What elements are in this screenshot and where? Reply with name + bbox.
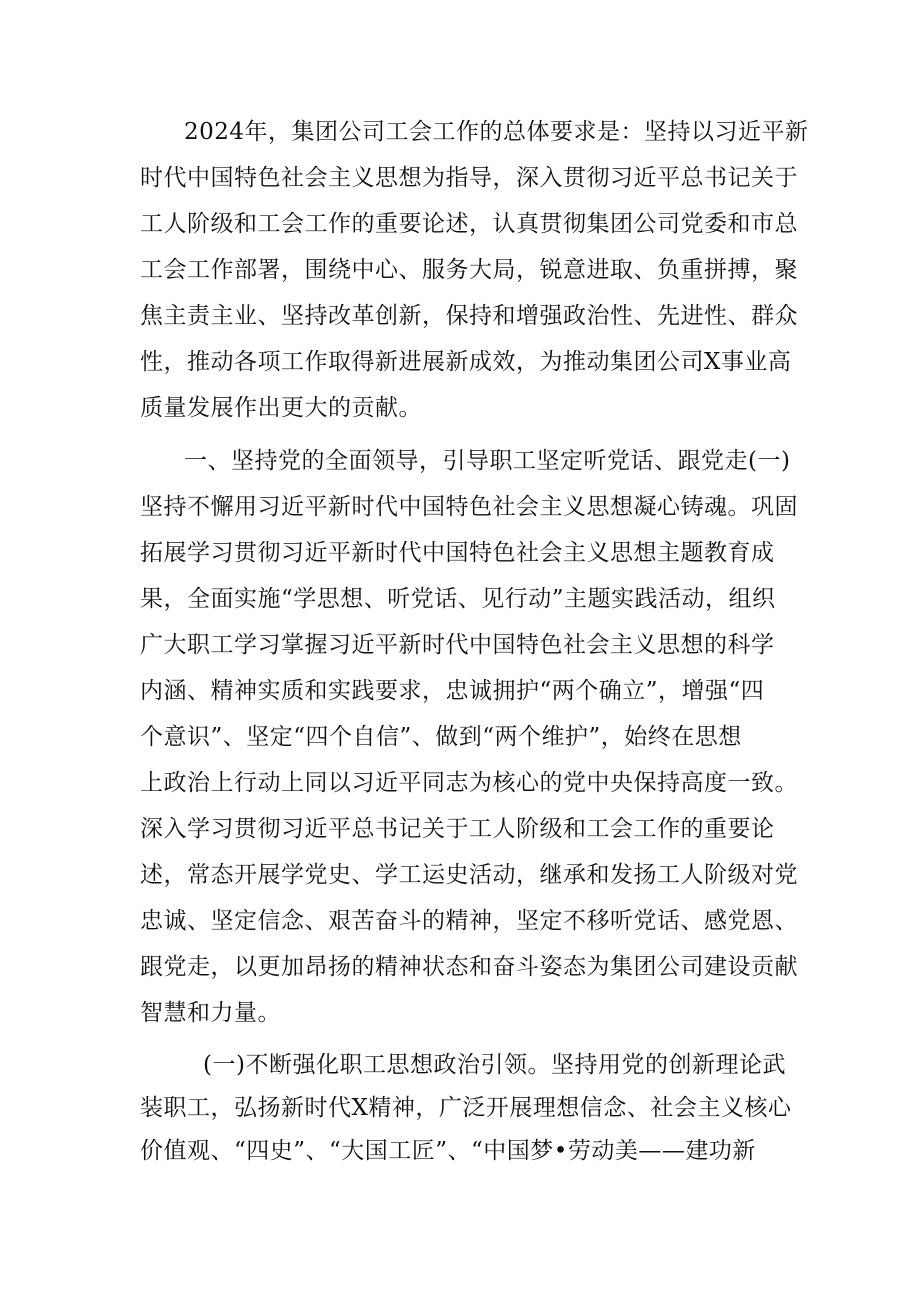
text-line: 焦主责主业、坚持改革创新，保持和增强政治性、先进性、群众 <box>140 303 798 329</box>
text-line: 个意识”、坚定“四个自信”、做到“两个维护”，始终在思想 <box>140 724 742 750</box>
text-line: 坚持不懈用习近平新时代中国特色社会主义思想凝心铸魂。巩固 <box>140 494 798 520</box>
section-heading-line: 一、坚持党的全面领导，引导职工坚定听党话、跟党走(一) <box>184 448 791 474</box>
subsection-heading-line: (一)不断强化职工思想政治引领。坚持用党的创新理论武 <box>203 1052 786 1078</box>
text-line: 时代中国特色社会主义思想为指导，深入贯彻习近平总书记关于 <box>140 165 798 191</box>
text-line: 质量发展作出更大的贡献。 <box>140 395 422 421</box>
text-line: 价值观、“四史”、“大国工匠”、“中国梦•劳动美——建功新 <box>140 1138 756 1164</box>
text-line: 2024年，集团公司工会工作的总体要求是：坚持以习近平新 <box>184 119 809 145</box>
text-line: 智慧和力量。 <box>140 1000 281 1026</box>
text-line: 果，全面实施“学思想、听党话、见行动”主题实践活动，组织 <box>140 586 776 612</box>
text-line: 深入学习贯彻习近平总书记关于工人阶级和工会工作的重要论 <box>140 816 775 842</box>
text-line: 忠诚、坚定信念、艰苦奋斗的精神，坚定不移听党话、感党恩、 <box>140 908 798 934</box>
text-line: 性，推动各项工作取得新进展新成效，为推动集团公司X事业高 <box>140 349 792 375</box>
text-line: 工人阶级和工会工作的重要论述，认真贯彻集团公司党委和市总 <box>140 211 798 237</box>
text-line: 上政治上行动上同以习近平同志为核心的党中央保持高度一致。 <box>140 770 798 796</box>
text-line: 工会工作部署，围绕中心、服务大局，锐意进取、负重拼搏，聚 <box>140 257 798 283</box>
text-line: 广大职工学习掌握习近平新时代中国特色社会主义思想的科学 <box>140 632 775 658</box>
text-line: 装职工，弘扬新时代X精神，广泛开展理想信念、社会主义核心 <box>140 1095 792 1121</box>
text-line: 内涵、精神实质和实践要求，忠诚拥护“两个确立”，增强“四 <box>140 678 765 704</box>
text-line: 跟党走，以更加昂扬的精神状态和奋斗姿态为集团公司建设贡献 <box>140 954 798 980</box>
text-line: 述，常态开展学党史、学工运史活动，继承和发扬工人阶级对党 <box>140 862 798 888</box>
text-line: 拓展学习贯彻习近平新时代中国特色社会主义思想主题教育成 <box>140 540 775 566</box>
